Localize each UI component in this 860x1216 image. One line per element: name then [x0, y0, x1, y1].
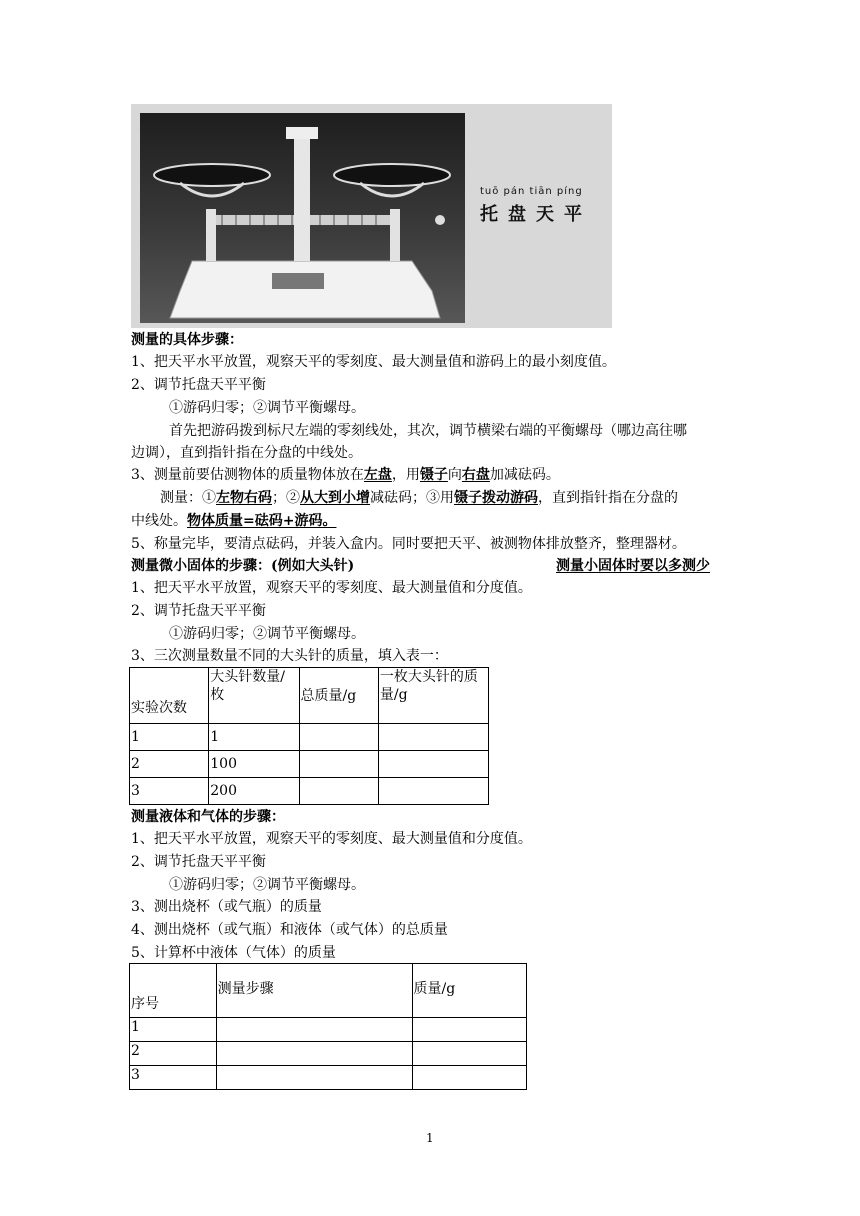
- table-cell: [299, 724, 378, 751]
- table-cell: 2: [130, 1042, 217, 1066]
- section2-note: 测量小固体时要以多测少: [556, 558, 710, 574]
- table-row: [130, 724, 489, 751]
- table-cell: 2: [130, 751, 209, 778]
- section2-step2-sub: ①游码归零；②调节平衡螺母。: [169, 626, 365, 642]
- measure-line2-text: 中线处。: [131, 513, 187, 529]
- section2-heading: 测量微小固体的步骤：(例如大头针): [131, 558, 355, 574]
- section1-measure: [160, 489, 678, 507]
- table-row: [130, 751, 489, 778]
- balance-illustration: [140, 113, 465, 323]
- table-cell: [412, 1066, 527, 1090]
- step3-tweezer: 镊子: [419, 467, 448, 483]
- section3-step2-sub: ①游码归零；②调节平衡螺母。: [169, 877, 365, 893]
- measure-tweezer-rider: 镊子拨动游码: [454, 490, 538, 506]
- section1-para1-line1: 首先把游码拨到标尺左端的零刻线处，其次，调节横梁右端的平衡螺母（哪边高往哪: [169, 423, 687, 439]
- table-cell: 100: [209, 751, 299, 778]
- image-label: 托盘天平: [480, 204, 592, 225]
- measure-text-d: ，直到指针指在分盘的: [538, 490, 678, 506]
- measure-left-object: 左物右码: [216, 490, 272, 506]
- balance-photo: [131, 104, 612, 328]
- section2-step2: 2、调节托盘天平平衡: [131, 603, 266, 619]
- table-cell: [299, 751, 378, 778]
- table-cell: 3: [130, 1066, 217, 1090]
- step3-text-b: ，用: [391, 467, 420, 483]
- step3-left-pan: 左盘: [363, 467, 392, 483]
- table-cell: 200: [209, 778, 299, 805]
- mass-formula: 物体质量=砝码+游码。: [187, 513, 337, 529]
- table-row: [130, 1066, 527, 1090]
- liquid-table: [129, 963, 527, 1090]
- section1-measure-line2: [131, 512, 336, 530]
- measure-text-a: 测量：①: [160, 490, 216, 506]
- table-cell: [216, 1018, 412, 1042]
- table-cell: [412, 1018, 527, 1042]
- page-number: 1: [426, 1131, 434, 1145]
- table-cell: 1: [130, 1018, 217, 1042]
- measure-big-to-small: 从大到小增: [300, 490, 370, 506]
- balance-image: [140, 113, 465, 323]
- header-cell: 一枚大头针的质量/g: [378, 668, 488, 724]
- step3-text-c: 向: [447, 467, 462, 483]
- section3-step3: 3、测出烧杯（或气瓶）的质量: [131, 899, 322, 915]
- table-cell: [378, 778, 488, 805]
- section2-step1: 1、把天平水平放置，观察天平的零刻度、最大测量值和分度值。: [131, 580, 532, 596]
- image-pinyin: tuō pán tiān píng: [480, 186, 583, 197]
- section1-step2: 2、调节托盘天平平衡: [131, 377, 266, 393]
- section1-step3: [131, 466, 560, 484]
- section1-para1-line2: 边调），直到指针指在分盘的中线处。: [131, 445, 362, 461]
- step3-text-d: 加减砝码。: [489, 467, 560, 483]
- table-header-row: [130, 964, 527, 1018]
- table-row: [130, 778, 489, 805]
- pin-table: [129, 667, 489, 805]
- table-cell: 1: [130, 724, 209, 751]
- section3-step5: 5、计算杯中液体（气体）的质量: [131, 945, 336, 961]
- header-cell: 质量/g: [412, 964, 527, 1018]
- table-row: [130, 1042, 527, 1066]
- table-cell: [412, 1042, 527, 1066]
- section3-step1: 1、把天平水平放置，观察天平的零刻度、最大测量值和分度值。: [131, 831, 532, 847]
- section3-step2: 2、调节托盘天平平衡: [131, 854, 266, 870]
- header-cell: 实验次数: [130, 668, 209, 724]
- table-cell: [216, 1042, 412, 1066]
- table-cell: 1: [209, 724, 299, 751]
- section3-heading: 测量液体和气体的步骤：: [131, 809, 285, 825]
- measure-text-b: ；②: [272, 490, 300, 506]
- step3-right-pan: 右盘: [461, 467, 490, 483]
- table-cell: [216, 1066, 412, 1090]
- section2-step3: 3、三次测量数量不同的大头针的质量，填入表一：: [131, 648, 448, 664]
- step3-text-a: 3、测量前要估测物体的质量物体放在: [131, 467, 364, 483]
- table-cell: [378, 724, 488, 751]
- section1-step2-sub: ①游码归零；②调节平衡螺母。: [169, 400, 365, 416]
- section1-step5: 5、称量完毕，要清点砝码，并装入盒内。同时要把天平、被测物体排放整齐，整理器材。: [131, 536, 686, 552]
- header-cell: 测量步骤: [216, 964, 412, 1018]
- header-cell: 大头针数量/枚: [209, 668, 299, 724]
- section1-step1: 1、把天平水平放置，观察天平的零刻度、最大测量值和游码上的最小刻度值。: [131, 354, 616, 370]
- header-cell: 总质量/g: [299, 668, 378, 724]
- section3-step4: 4、测出烧杯（或气瓶）和液体（或气体）的总质量: [131, 922, 448, 938]
- section1-heading: 测量的具体步骤：: [131, 332, 243, 348]
- table-cell: 3: [130, 778, 209, 805]
- header-cell: 序号: [130, 964, 217, 1018]
- table-cell: [299, 778, 378, 805]
- table-row: [130, 1018, 527, 1042]
- table-cell: [378, 751, 488, 778]
- measure-text-c: 减砝码；③用: [370, 490, 454, 506]
- table-header-row: [130, 668, 489, 724]
